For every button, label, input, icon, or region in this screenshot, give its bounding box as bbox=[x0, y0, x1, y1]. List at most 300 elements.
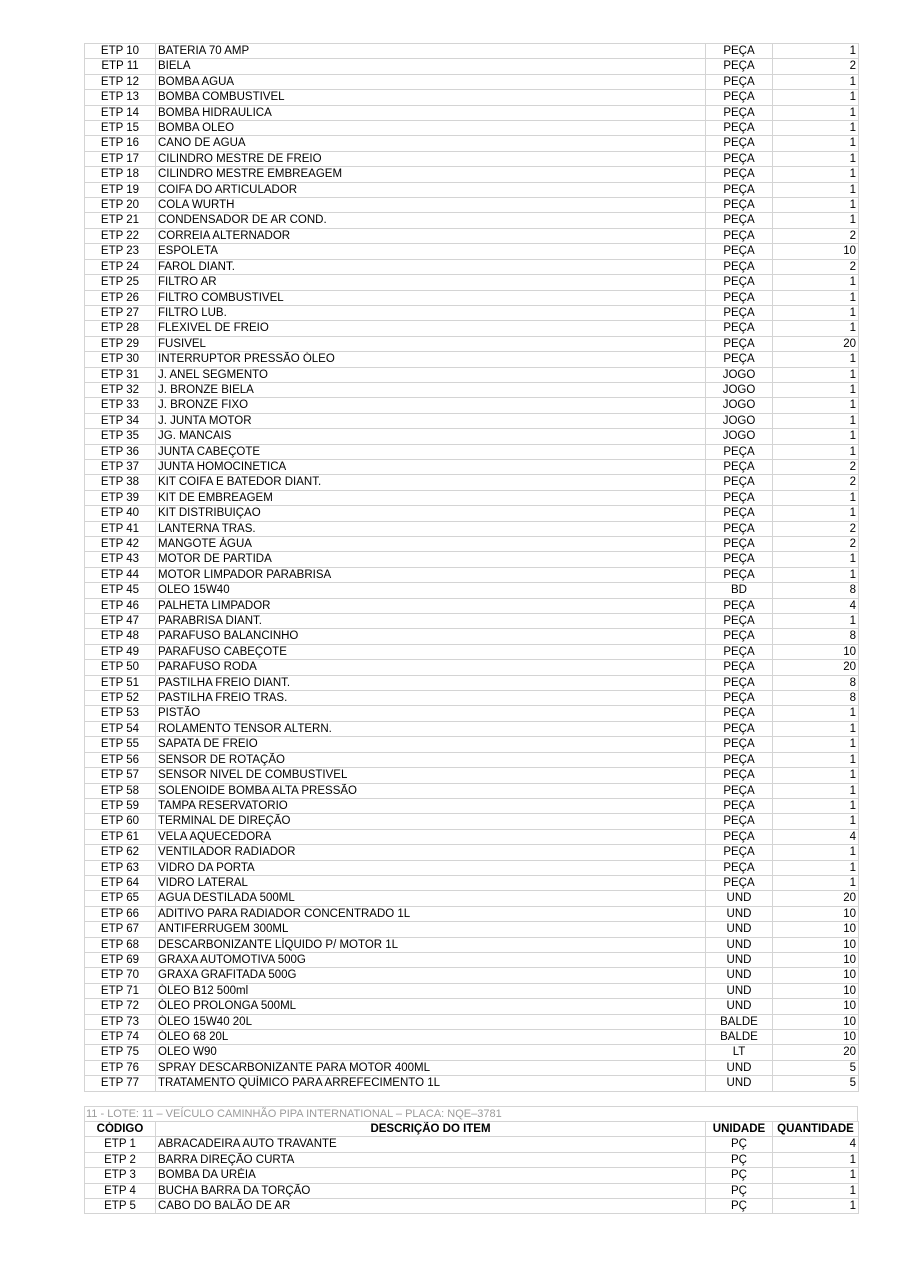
table-row bbox=[85, 567, 859, 582]
item-unit: PEÇA bbox=[706, 737, 773, 752]
item-quantity: 1 bbox=[773, 783, 859, 798]
item-code: ETP 24 bbox=[85, 259, 156, 274]
item-description: BIELA bbox=[156, 59, 706, 74]
item-unit: PEÇA bbox=[706, 860, 773, 875]
item-quantity: 2 bbox=[773, 459, 859, 474]
item-code: ETP 65 bbox=[85, 891, 156, 906]
item-description: ESPOLETA bbox=[156, 244, 706, 259]
item-code: ETP 72 bbox=[85, 999, 156, 1014]
table-row bbox=[85, 814, 859, 829]
table-row bbox=[85, 275, 859, 290]
item-code: ETP 32 bbox=[85, 382, 156, 397]
item-code: ETP 47 bbox=[85, 614, 156, 629]
item-quantity: 4 bbox=[773, 829, 859, 844]
item-unit: PEÇA bbox=[706, 721, 773, 736]
item-unit: LT bbox=[706, 1045, 773, 1060]
item-unit: PEÇA bbox=[706, 768, 773, 783]
item-code: ETP 25 bbox=[85, 275, 156, 290]
item-code: ETP 28 bbox=[85, 321, 156, 336]
item-quantity: 10 bbox=[773, 983, 859, 998]
item-unit: PEÇA bbox=[706, 706, 773, 721]
item-description: BOMBA AGUA bbox=[156, 74, 706, 89]
item-code: ETP 50 bbox=[85, 660, 156, 675]
item-description: AGUA DESTILADA 500ML bbox=[156, 891, 706, 906]
item-description: COIFA DO ARTICULADOR bbox=[156, 182, 706, 197]
item-unit: PEÇA bbox=[706, 691, 773, 706]
item-description: PARABRISA DIANT. bbox=[156, 614, 706, 629]
item-description: MANGOTE ÁGUA bbox=[156, 537, 706, 552]
item-code: ETP 74 bbox=[85, 1030, 156, 1045]
item-unit: PEÇA bbox=[706, 798, 773, 813]
table-row bbox=[85, 798, 859, 813]
item-code: ETP 20 bbox=[85, 198, 156, 213]
table-row bbox=[85, 875, 859, 890]
item-code: ETP 39 bbox=[85, 490, 156, 505]
item-quantity: 1 bbox=[773, 367, 859, 382]
table-row bbox=[85, 321, 859, 336]
item-code: ETP 4 bbox=[85, 1183, 156, 1198]
item-quantity: 1 bbox=[773, 121, 859, 136]
item-unit: PÇ bbox=[706, 1137, 773, 1152]
item-code: ETP 52 bbox=[85, 691, 156, 706]
table-row bbox=[85, 521, 859, 536]
item-unit: PEÇA bbox=[706, 136, 773, 151]
item-quantity: 10 bbox=[773, 644, 859, 659]
item-quantity: 5 bbox=[773, 1076, 859, 1091]
table-row bbox=[85, 59, 859, 74]
table-row bbox=[85, 198, 859, 213]
table-row bbox=[85, 136, 859, 151]
item-quantity: 1 bbox=[773, 552, 859, 567]
item-description: SENSOR NIVEL DE COMBUSTIVEL bbox=[156, 768, 706, 783]
lot-11-title: 11 - LOTE: 11 – VEÍCULO CAMINHÃO PIPA INTERNATIONAL – PLACA: NQE–3781 bbox=[84, 1106, 858, 1121]
item-description: CANO DE AGUA bbox=[156, 136, 706, 151]
item-code: ETP 35 bbox=[85, 429, 156, 444]
item-quantity: 10 bbox=[773, 968, 859, 983]
item-description: COLA WURTH bbox=[156, 198, 706, 213]
item-unit: PEÇA bbox=[706, 290, 773, 305]
table-row bbox=[85, 1152, 859, 1167]
table-row bbox=[85, 1137, 859, 1152]
item-code: ETP 26 bbox=[85, 290, 156, 305]
table-row bbox=[85, 644, 859, 659]
item-quantity: 2 bbox=[773, 521, 859, 536]
item-unit: PEÇA bbox=[706, 213, 773, 228]
item-quantity: 1 bbox=[773, 44, 859, 59]
item-unit: PEÇA bbox=[706, 875, 773, 890]
item-quantity: 2 bbox=[773, 475, 859, 490]
item-quantity: 2 bbox=[773, 537, 859, 552]
item-quantity: 1 bbox=[773, 429, 859, 444]
item-unit: PEÇA bbox=[706, 490, 773, 505]
table-row bbox=[85, 952, 859, 967]
item-quantity: 1 bbox=[773, 706, 859, 721]
item-description: JUNTA HOMOCINETICA bbox=[156, 459, 706, 474]
item-code: ETP 15 bbox=[85, 121, 156, 136]
table-row bbox=[85, 860, 859, 875]
item-unit: PEÇA bbox=[706, 74, 773, 89]
item-quantity: 1 bbox=[773, 614, 859, 629]
table-row bbox=[85, 1076, 859, 1091]
table-row bbox=[85, 429, 859, 444]
item-description: CABO DO BALÃO DE AR bbox=[156, 1199, 706, 1214]
table-row bbox=[85, 721, 859, 736]
item-code: ETP 36 bbox=[85, 444, 156, 459]
item-unit: PEÇA bbox=[706, 814, 773, 829]
item-quantity: 1 bbox=[773, 413, 859, 428]
lot-11-section bbox=[84, 1106, 858, 1214]
item-unit: PEÇA bbox=[706, 105, 773, 120]
item-code: ETP 64 bbox=[85, 875, 156, 890]
item-description: CORREIA ALTERNADOR bbox=[156, 228, 706, 243]
item-description: J. BRONZE FIXO bbox=[156, 398, 706, 413]
item-description: SPRAY DESCARBONIZANTE PARA MOTOR 400ML bbox=[156, 1060, 706, 1075]
table-row bbox=[85, 968, 859, 983]
item-code: ETP 59 bbox=[85, 798, 156, 813]
table-row bbox=[85, 552, 859, 567]
item-code: ETP 73 bbox=[85, 1014, 156, 1029]
item-quantity: 8 bbox=[773, 691, 859, 706]
item-unit: PEÇA bbox=[706, 752, 773, 767]
item-description: VELA AQUECEDORA bbox=[156, 829, 706, 844]
item-quantity: 10 bbox=[773, 999, 859, 1014]
item-description: DESCARBONIZANTE LÍQUIDO P/ MOTOR 1L bbox=[156, 937, 706, 952]
item-code: ETP 57 bbox=[85, 768, 156, 783]
item-unit: PEÇA bbox=[706, 829, 773, 844]
item-quantity: 1 bbox=[773, 105, 859, 120]
item-code: ETP 33 bbox=[85, 398, 156, 413]
item-code: ETP 62 bbox=[85, 845, 156, 860]
item-code: ETP 45 bbox=[85, 583, 156, 598]
item-code: ETP 18 bbox=[85, 167, 156, 182]
item-unit: UND bbox=[706, 968, 773, 983]
item-description: ÓLEO B12 500ml bbox=[156, 983, 706, 998]
item-quantity: 1 bbox=[773, 721, 859, 736]
item-code: ETP 12 bbox=[85, 74, 156, 89]
item-quantity: 20 bbox=[773, 891, 859, 906]
item-description: OLEO 15W40 bbox=[156, 583, 706, 598]
item-description: FUSIVEL bbox=[156, 336, 706, 351]
table-row bbox=[85, 413, 859, 428]
item-description: FAROL DIANT. bbox=[156, 259, 706, 274]
item-code: ETP 49 bbox=[85, 644, 156, 659]
item-code: ETP 66 bbox=[85, 906, 156, 921]
table-row bbox=[85, 352, 859, 367]
item-quantity: 1 bbox=[773, 768, 859, 783]
item-unit: UND bbox=[706, 999, 773, 1014]
item-quantity: 8 bbox=[773, 629, 859, 644]
lot-11-table-body bbox=[85, 1137, 859, 1214]
item-description: GRAXA AUTOMOTIVA 500G bbox=[156, 952, 706, 967]
header-description: DESCRIÇÃO DO ITEM bbox=[156, 1122, 706, 1137]
item-code: ETP 29 bbox=[85, 336, 156, 351]
item-quantity: 1 bbox=[773, 444, 859, 459]
item-quantity: 2 bbox=[773, 59, 859, 74]
item-unit: JOGO bbox=[706, 398, 773, 413]
item-code: ETP 27 bbox=[85, 305, 156, 320]
item-description: ABRACADEIRA AUTO TRAVANTE bbox=[156, 1137, 706, 1152]
table-row bbox=[85, 74, 859, 89]
item-unit: PEÇA bbox=[706, 506, 773, 521]
item-code: ETP 11 bbox=[85, 59, 156, 74]
table-row bbox=[85, 737, 859, 752]
item-description: CILINDRO MESTRE EMBREAGEM bbox=[156, 167, 706, 182]
item-unit: UND bbox=[706, 952, 773, 967]
item-description: MOTOR DE PARTIDA bbox=[156, 552, 706, 567]
item-unit: PEÇA bbox=[706, 352, 773, 367]
item-code: ETP 40 bbox=[85, 506, 156, 521]
item-unit: PEÇA bbox=[706, 198, 773, 213]
item-description: BUCHA BARRA DA TORÇÃO bbox=[156, 1183, 706, 1198]
item-quantity: 1 bbox=[773, 398, 859, 413]
table-row bbox=[85, 121, 859, 136]
table-row bbox=[85, 537, 859, 552]
item-unit: UND bbox=[706, 1060, 773, 1075]
item-unit: UND bbox=[706, 1076, 773, 1091]
items-table-body bbox=[85, 44, 859, 1092]
lot-11-table bbox=[84, 1121, 859, 1214]
item-description: ÓLEO 68 20L bbox=[156, 1030, 706, 1045]
item-quantity: 1 bbox=[773, 506, 859, 521]
table-row bbox=[85, 490, 859, 505]
item-unit: PEÇA bbox=[706, 521, 773, 536]
item-code: ETP 54 bbox=[85, 721, 156, 736]
item-code: ETP 22 bbox=[85, 228, 156, 243]
item-code: ETP 75 bbox=[85, 1045, 156, 1060]
item-unit: PEÇA bbox=[706, 275, 773, 290]
table-row bbox=[85, 706, 859, 721]
item-description: J. BRONZE BIELA bbox=[156, 382, 706, 397]
item-code: ETP 48 bbox=[85, 629, 156, 644]
item-code: ETP 55 bbox=[85, 737, 156, 752]
item-quantity: 1 bbox=[773, 90, 859, 105]
item-unit: PEÇA bbox=[706, 182, 773, 197]
item-quantity: 1 bbox=[773, 382, 859, 397]
item-description: TERMINAL DE DIREÇÃO bbox=[156, 814, 706, 829]
item-description: ÓLEO PROLONGA 500ML bbox=[156, 999, 706, 1014]
item-unit: PEÇA bbox=[706, 121, 773, 136]
item-description: KIT DE EMBREAGEM bbox=[156, 490, 706, 505]
item-description: LANTERNA TRAS. bbox=[156, 521, 706, 536]
item-description: VENTILADOR RADIADOR bbox=[156, 845, 706, 860]
item-description: MOTOR LIMPADOR PARABRISA bbox=[156, 567, 706, 582]
item-quantity: 1 bbox=[773, 1152, 859, 1167]
table-row bbox=[85, 244, 859, 259]
item-code: ETP 77 bbox=[85, 1076, 156, 1091]
item-code: ETP 16 bbox=[85, 136, 156, 151]
item-description: BOMBA OLEO bbox=[156, 121, 706, 136]
item-unit: PEÇA bbox=[706, 244, 773, 259]
item-quantity: 1 bbox=[773, 213, 859, 228]
item-quantity: 1 bbox=[773, 860, 859, 875]
item-quantity: 1 bbox=[773, 845, 859, 860]
item-unit: UND bbox=[706, 891, 773, 906]
item-quantity: 1 bbox=[773, 737, 859, 752]
table-row bbox=[85, 1183, 859, 1198]
item-description: PALHETA LIMPADOR bbox=[156, 598, 706, 613]
table-row bbox=[85, 1060, 859, 1075]
item-unit: PEÇA bbox=[706, 151, 773, 166]
table-row bbox=[85, 583, 859, 598]
item-code: ETP 10 bbox=[85, 44, 156, 59]
table-row bbox=[85, 305, 859, 320]
table-row bbox=[85, 459, 859, 474]
table-row bbox=[85, 675, 859, 690]
item-unit: PEÇA bbox=[706, 44, 773, 59]
item-description: BATERIA 70 AMP bbox=[156, 44, 706, 59]
item-code: ETP 69 bbox=[85, 952, 156, 967]
item-unit: BALDE bbox=[706, 1030, 773, 1045]
item-quantity: 10 bbox=[773, 1030, 859, 1045]
item-code: ETP 46 bbox=[85, 598, 156, 613]
item-unit: PEÇA bbox=[706, 336, 773, 351]
table-row bbox=[85, 598, 859, 613]
header-quantity: QUANTIDADE bbox=[773, 1122, 859, 1137]
item-code: ETP 56 bbox=[85, 752, 156, 767]
item-unit: JOGO bbox=[706, 367, 773, 382]
item-description: FILTRO COMBUSTIVEL bbox=[156, 290, 706, 305]
table-row bbox=[85, 768, 859, 783]
item-description: J. JUNTA MOTOR bbox=[156, 413, 706, 428]
item-quantity: 1 bbox=[773, 352, 859, 367]
table-row bbox=[85, 290, 859, 305]
item-quantity: 1 bbox=[773, 567, 859, 582]
table-row bbox=[85, 614, 859, 629]
item-code: ETP 13 bbox=[85, 90, 156, 105]
item-quantity: 10 bbox=[773, 1014, 859, 1029]
item-unit: PEÇA bbox=[706, 598, 773, 613]
item-unit: PEÇA bbox=[706, 444, 773, 459]
item-quantity: 1 bbox=[773, 814, 859, 829]
item-unit: UND bbox=[706, 937, 773, 952]
item-code: ETP 44 bbox=[85, 567, 156, 582]
item-quantity: 1 bbox=[773, 275, 859, 290]
item-description: BARRA DIREÇÃO CURTA bbox=[156, 1152, 706, 1167]
item-code: ETP 61 bbox=[85, 829, 156, 844]
table-row bbox=[85, 382, 859, 397]
item-quantity: 1 bbox=[773, 798, 859, 813]
item-description: TRATAMENTO QUÍMICO PARA ARREFECIMENTO 1L bbox=[156, 1076, 706, 1091]
item-description: ADITIVO PARA RADIADOR CONCENTRADO 1L bbox=[156, 906, 706, 921]
item-code: ETP 30 bbox=[85, 352, 156, 367]
item-description: ANTIFERRUGEM 300ML bbox=[156, 922, 706, 937]
item-unit: PEÇA bbox=[706, 259, 773, 274]
item-quantity: 8 bbox=[773, 675, 859, 690]
item-quantity: 10 bbox=[773, 244, 859, 259]
item-quantity: 4 bbox=[773, 598, 859, 613]
table-row bbox=[85, 475, 859, 490]
item-code: ETP 37 bbox=[85, 459, 156, 474]
item-unit: UND bbox=[706, 983, 773, 998]
table-row bbox=[85, 752, 859, 767]
item-unit: PÇ bbox=[706, 1199, 773, 1214]
header-code: CÓDIGO bbox=[85, 1122, 156, 1137]
item-unit: PEÇA bbox=[706, 90, 773, 105]
item-description: SENSOR DE ROTAÇÃO bbox=[156, 752, 706, 767]
table-row bbox=[85, 506, 859, 521]
item-code: ETP 38 bbox=[85, 475, 156, 490]
item-quantity: 10 bbox=[773, 922, 859, 937]
item-code: ETP 70 bbox=[85, 968, 156, 983]
item-unit: PÇ bbox=[706, 1152, 773, 1167]
table-row bbox=[85, 1045, 859, 1060]
item-unit: PEÇA bbox=[706, 537, 773, 552]
item-description: TAMPA RESERVATORIO bbox=[156, 798, 706, 813]
item-code: ETP 68 bbox=[85, 937, 156, 952]
item-quantity: 10 bbox=[773, 937, 859, 952]
item-code: ETP 71 bbox=[85, 983, 156, 998]
item-description: ÓLEO 15W40 20L bbox=[156, 1014, 706, 1029]
item-code: ETP 34 bbox=[85, 413, 156, 428]
item-description: VIDRO LATERAL bbox=[156, 875, 706, 890]
table-row bbox=[85, 922, 859, 937]
item-description: INTERRUPTOR PRESSÃO ÓLEO bbox=[156, 352, 706, 367]
table-row bbox=[85, 336, 859, 351]
item-unit: PEÇA bbox=[706, 614, 773, 629]
item-code: ETP 43 bbox=[85, 552, 156, 567]
item-description: CONDENSADOR DE AR COND. bbox=[156, 213, 706, 228]
table-row bbox=[85, 906, 859, 921]
item-unit: UND bbox=[706, 922, 773, 937]
item-description: BOMBA DA URÉIA bbox=[156, 1168, 706, 1183]
item-code: ETP 41 bbox=[85, 521, 156, 536]
table-row bbox=[85, 44, 859, 59]
item-unit: PEÇA bbox=[706, 629, 773, 644]
item-quantity: 1 bbox=[773, 875, 859, 890]
item-quantity: 1 bbox=[773, 136, 859, 151]
item-description: BOMBA HIDRAULICA bbox=[156, 105, 706, 120]
table-row bbox=[85, 228, 859, 243]
item-description: GRAXA GRAFITADA 500G bbox=[156, 968, 706, 983]
item-description: PISTÃO bbox=[156, 706, 706, 721]
item-description: VIDRO DA PORTA bbox=[156, 860, 706, 875]
item-description: JG. MANCAIS bbox=[156, 429, 706, 444]
table-row bbox=[85, 891, 859, 906]
table-row bbox=[85, 829, 859, 844]
item-quantity: 1 bbox=[773, 321, 859, 336]
header-unit: UNIDADE bbox=[706, 1122, 773, 1137]
item-description: KIT COIFA E BATEDOR DIANT. bbox=[156, 475, 706, 490]
item-quantity: 1 bbox=[773, 198, 859, 213]
table-row bbox=[85, 845, 859, 860]
table-row bbox=[85, 1168, 859, 1183]
table-row bbox=[85, 783, 859, 798]
table-row bbox=[85, 691, 859, 706]
item-unit: PEÇA bbox=[706, 783, 773, 798]
item-quantity: 1 bbox=[773, 1168, 859, 1183]
item-unit: PÇ bbox=[706, 1183, 773, 1198]
item-description: PASTILHA FREIO TRAS. bbox=[156, 691, 706, 706]
item-quantity: 1 bbox=[773, 752, 859, 767]
item-unit: PEÇA bbox=[706, 475, 773, 490]
table-header-row bbox=[85, 1122, 859, 1137]
item-quantity: 1 bbox=[773, 1183, 859, 1198]
item-quantity: 1 bbox=[773, 151, 859, 166]
table-row bbox=[85, 444, 859, 459]
item-quantity: 1 bbox=[773, 290, 859, 305]
item-unit: PEÇA bbox=[706, 459, 773, 474]
item-code: ETP 51 bbox=[85, 675, 156, 690]
item-description: PARAFUSO CABEÇOTE bbox=[156, 644, 706, 659]
item-quantity: 2 bbox=[773, 228, 859, 243]
table-row bbox=[85, 1199, 859, 1214]
item-quantity: 1 bbox=[773, 167, 859, 182]
table-row bbox=[85, 105, 859, 120]
item-description: PARAFUSO BALANCINHO bbox=[156, 629, 706, 644]
item-description: CILINDRO MESTRE DE FREIO bbox=[156, 151, 706, 166]
table-row bbox=[85, 367, 859, 382]
item-description: FILTRO AR bbox=[156, 275, 706, 290]
